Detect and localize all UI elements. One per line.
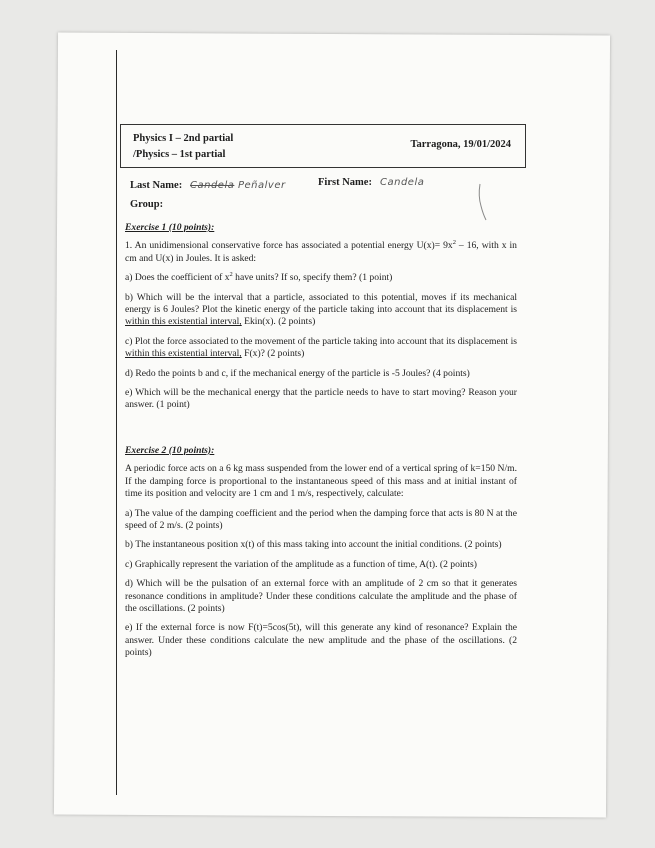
group-label: Group: (130, 199, 164, 210)
exercise-2-intro: A periodic force acts on a 6 kg mass suspended from the lower end of a vertical spring of k=150 N/m. If the damping force is proportional to the instantaneous speed of this mass and at initial instant of time its position and velocity are 1 cm and 1 m/s, respectively, calculate: (125, 463, 517, 500)
exercise-2-title: Exercise 2 (10 points): (125, 444, 215, 456)
exercise-2-question-d: d) Which will be the pulsation of an external force with an amplitude of 2 cm so that it generates resonance conditions in amplitude? Under these conditions calculate the amplitude and the phase of the oscillations. (2 points) (125, 578, 517, 614)
exercise-1-question-a: a) Does the coefficient of $x^2$ have units? If so, specify them? (1 point) (125, 271, 393, 284)
exercise-2-question-b: b) The instantaneous position x(t) of this mass taking into account the initial conditions. (2 points) (125, 539, 502, 551)
place-date: Tarragona, 19/01/2024 (410, 139, 511, 150)
exercise-2-question-a: a) The value of the damping coefficient and the period when the damping force that acts is 80 N at the speed of 2 m/s. (2 points) (125, 507, 517, 531)
last-name-label: Last Name: (130, 180, 183, 191)
pen-mark (474, 182, 488, 222)
last-name-value: Peñalver (238, 180, 286, 191)
course-line-2: /Physics – 1st partial (133, 149, 226, 160)
course-title (133, 131, 233, 163)
exam-content (125, 222, 517, 667)
exercise-1-intro: 1. An unidimensional conservative force has associated a potential energy $U(x)= 9x^2 - 16$, with x in cm and U(x) in Joules. It is asked: (125, 239, 517, 264)
course-line-1: Physics I – 2nd partial (133, 133, 234, 144)
exercise-1-question-b: b) Which will be the interval that a particle, associated to this potential, moves if its mechanical energy is 6 Joules? Plot the kinetic energy of the particle taking into account that its displacement is within this existential interval, Ekin(x). (2 points) (125, 291, 517, 328)
exercise-1-question-e: e) Which will be the mechanical energy that the particle needs to have to start moving? Reason your answer. (1 point) (125, 387, 517, 411)
exercise-2-question-e: e) If the external force is now F(t)=5cos(5t), will this generate any kind of resonance? Explain the answer. Under these conditions calculate the new amplitude and the phase of the oscillations. (2 points) (125, 622, 517, 659)
first-name-value: Candela (380, 177, 425, 188)
exercise-1-question-d: d) Redo the points b and c, if the mechanical energy of the particle is -5 Joules? (4 points) (125, 367, 470, 379)
exercise-1-title: Exercise 1 (10 points): (125, 222, 215, 233)
exam-header (120, 124, 526, 168)
margin-line (116, 50, 117, 795)
last-name-struck: Candela (190, 180, 235, 191)
exercise-2-question-c: c) Graphically represent the variation of the amplitude as a function of time, A(t). (2 points) (125, 558, 477, 570)
exercise-1-question-c: c) Plot the force associated to the movement of the particle taking into account that its displacement is within this existential interval, F(x)? (2 points) (125, 335, 517, 360)
first-name-label: First Name: (318, 177, 372, 188)
